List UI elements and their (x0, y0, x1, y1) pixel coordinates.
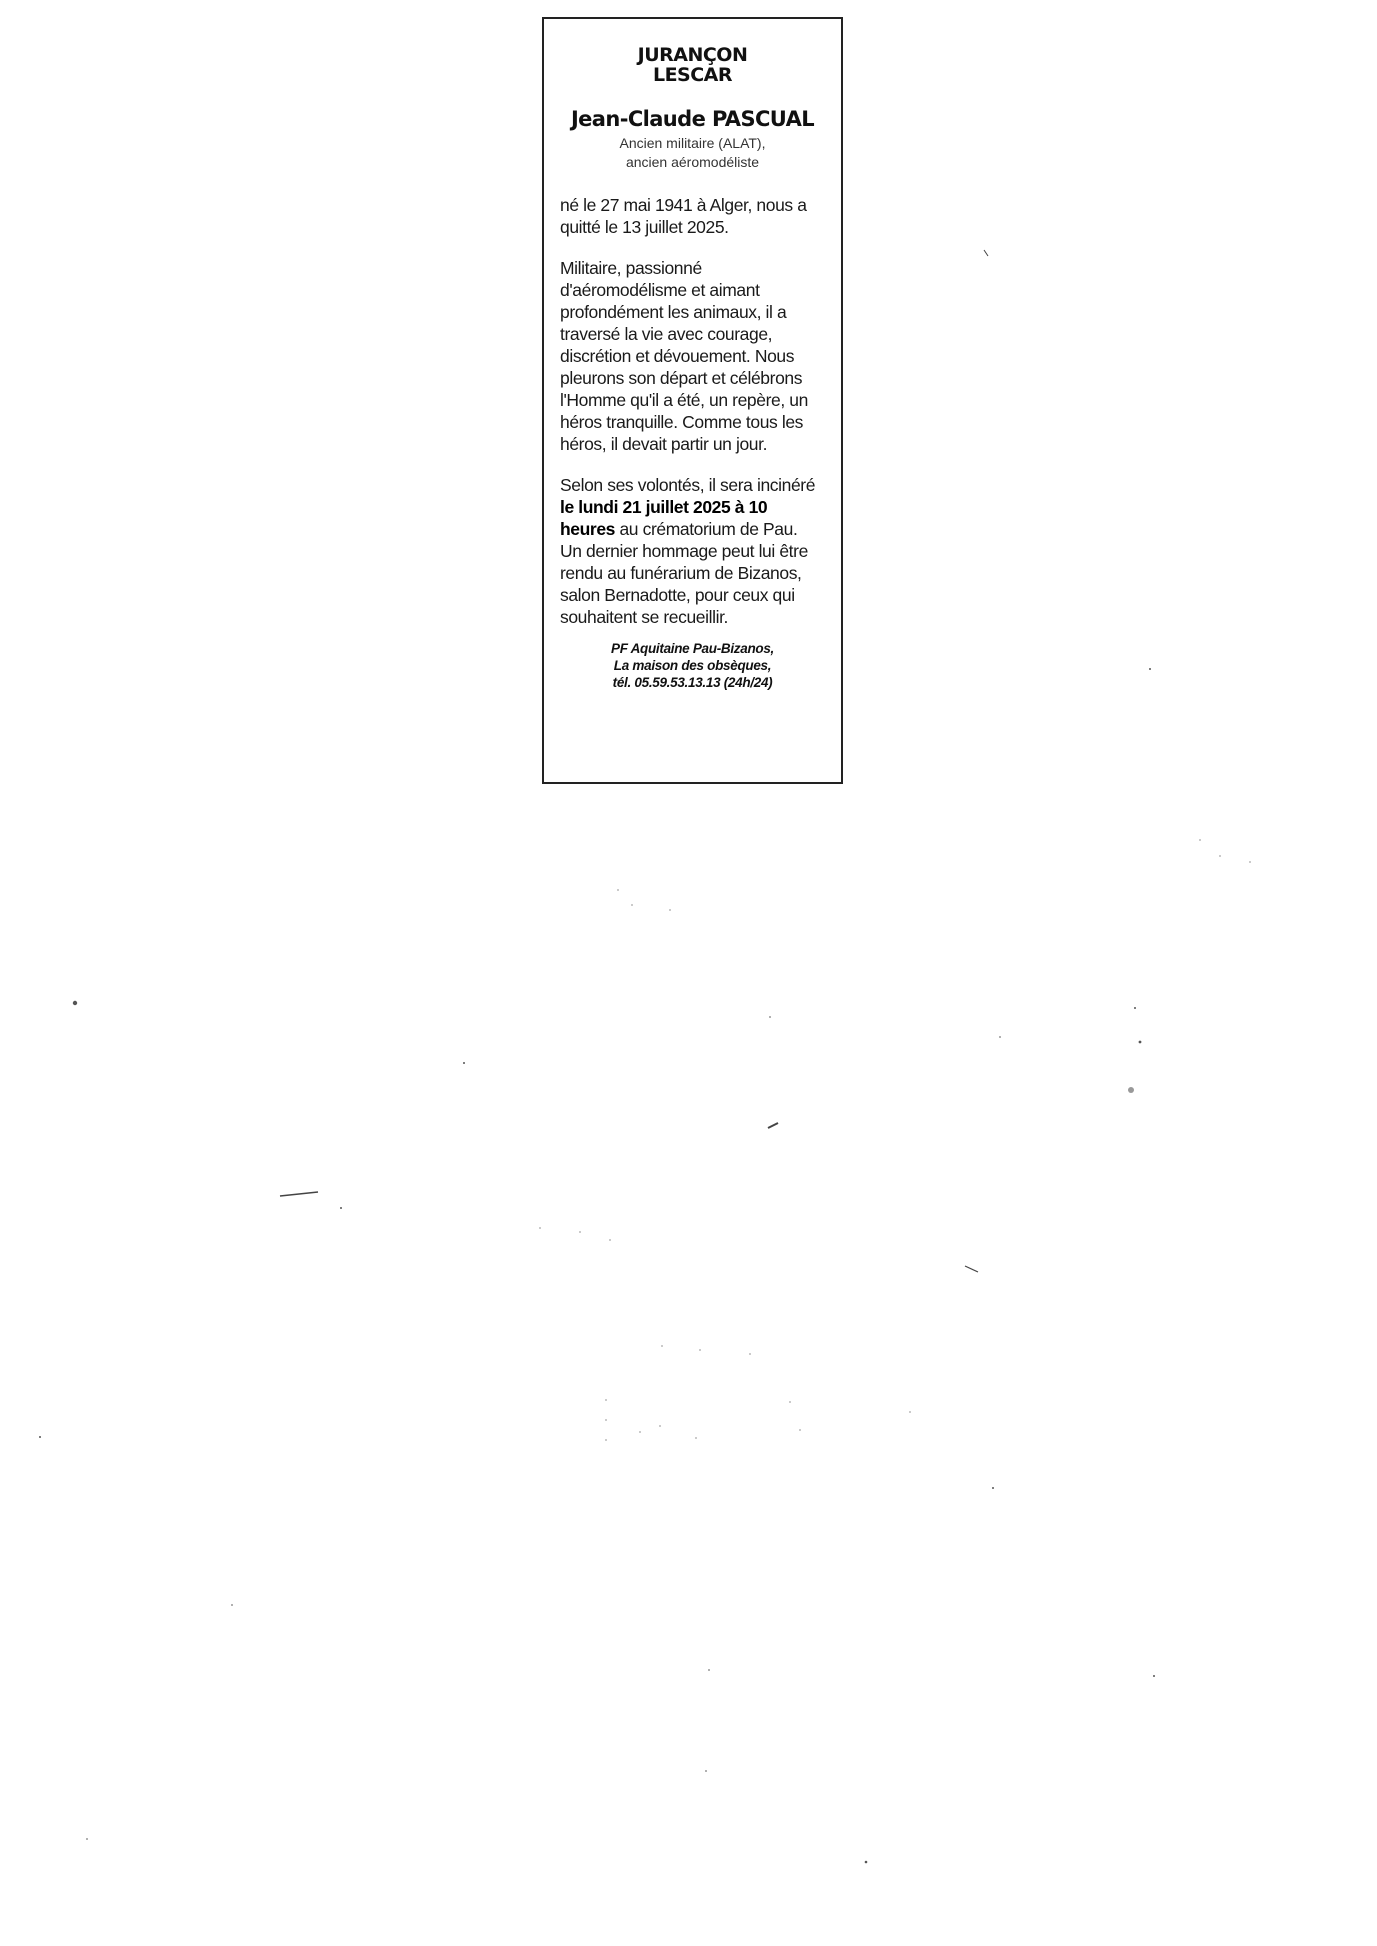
location-jurancon: JURANÇON (637, 44, 748, 66)
homage-paragraph: Un dernier hommage peut lui être rendu au funérarium de Bizanos, salon Bernadotte, pour ceux qui souhaitent se recueillir. (560, 541, 808, 627)
ceremony-intro: Selon ses volontés, il sera incinéré (560, 475, 816, 495)
ceremony-date-time: le lundi 21 juillet 2025 à 10 heures (560, 497, 768, 539)
signature-line-3: tél. 05.59.53.13.13 (24h/24) (612, 675, 773, 690)
ceremony-place: au crématorium de Pau. (615, 519, 798, 539)
tribute-paragraph: Militaire, passionné d'aéromodélisme et aimant profondément les animaux, il a traversé la vie avec courage, discrétion et dévouement. Nous pleurons son départ et célébrons l'Homme qu'il a été, un repère, un héros tranquille. Comme tous les héros, il devait partir un jour. (560, 258, 808, 454)
description-line-2: ancien aéromodéliste (625, 154, 760, 170)
signature-line-2: La maison des obsèques, (613, 658, 772, 673)
deceased-name: Jean-Claude PASCUAL (570, 107, 815, 131)
birth-death-paragraph: né le 27 mai 1941 à Alger, nous a quitté le 13 juillet 2025. (560, 195, 807, 237)
description-line-1: Ancien militaire (ALAT), (619, 135, 766, 151)
signature-line-1: PF Aquitaine Pau-Bizanos, (610, 641, 775, 656)
location-lescar: LESCAR (652, 64, 733, 86)
